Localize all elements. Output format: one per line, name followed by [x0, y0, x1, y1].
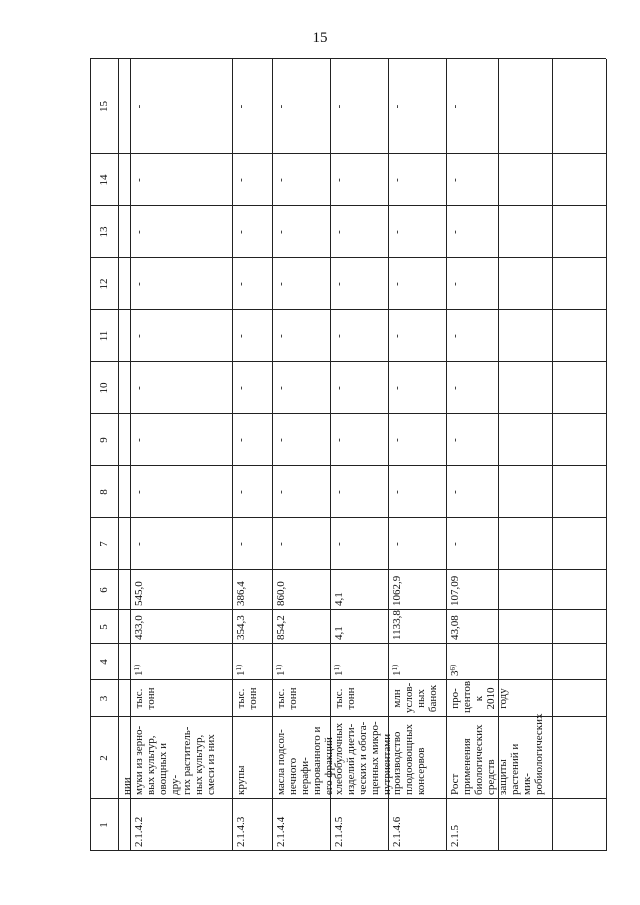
header-col-11: 11: [98, 330, 110, 342]
row-name: хлебобулочных изделий диети- ческих и обога- щенных микро- нутриентами: [333, 721, 393, 795]
row-col11: -: [333, 334, 345, 338]
grid-line-row-10: [606, 59, 607, 851]
row-col15: -: [449, 104, 461, 109]
row-col12: -: [449, 282, 461, 286]
header-col-9: 9: [98, 437, 110, 443]
header-col-3: 3: [98, 695, 110, 702]
row-col15: -: [275, 104, 287, 109]
row-col12: -: [333, 282, 345, 286]
row-col8: -: [449, 490, 461, 494]
row-col15: -: [235, 104, 247, 109]
header-col-7: 7: [98, 541, 110, 547]
row-unit: тыс. тонн: [133, 687, 157, 710]
col4-value: 1: [235, 670, 247, 676]
row-col11: -: [391, 334, 403, 338]
row-col5: 1133,8: [391, 610, 403, 640]
row-col12: -: [235, 282, 247, 286]
row-col10: -: [235, 386, 247, 390]
row-unit: тыс. тонн: [235, 687, 259, 710]
row-col11: -: [275, 334, 287, 338]
header-col-10: 10: [98, 382, 110, 394]
row-col13: -: [333, 230, 345, 234]
page-number: 15: [312, 30, 328, 46]
row-col4: [272, 644, 330, 680]
row-col8: -: [133, 490, 145, 494]
row-col7: -: [133, 542, 145, 546]
row-col4: [446, 644, 498, 680]
col4-footnote: 6): [449, 664, 457, 671]
row-col6: 860,0: [275, 581, 287, 606]
row-col14: -: [449, 178, 461, 182]
grid-line-row-9: [552, 59, 553, 851]
header-col-6: 6: [98, 587, 110, 593]
row-col9: -: [449, 438, 461, 442]
row-col10: -: [449, 386, 461, 390]
row-col4: [388, 644, 446, 680]
row-name: крупы: [235, 765, 247, 795]
col4-value: 3: [449, 670, 461, 676]
row-unit: тыс. тонн: [333, 687, 357, 710]
row-name: муки из зерно- вых культур, овощных и дру- гих раститель- ных культур, смеси из них: [133, 725, 217, 795]
row-col11: -: [235, 334, 247, 338]
row-col10: -: [133, 386, 145, 390]
row-col9: -: [333, 438, 345, 442]
row-col12: -: [275, 282, 287, 286]
header-col-14: 14: [98, 174, 110, 186]
row-col4: [130, 644, 232, 680]
row-col5: 354,3: [235, 615, 247, 640]
row-code: 2.1.5: [449, 825, 461, 847]
table-grid: [90, 59, 606, 851]
table-landscape: [90, 59, 606, 851]
row-col9: -: [133, 438, 145, 442]
row-col14: -: [133, 178, 145, 182]
row-col6: 107,09: [449, 575, 461, 606]
row-name: Рост применения биологических средств защиты растений и мик- робиологических: [449, 713, 545, 795]
grid-line-row-8: [498, 59, 499, 851]
rotated-table: [90, 59, 606, 851]
row-code: 2.1.4.6: [391, 816, 403, 847]
header-col-4: 4: [98, 659, 110, 665]
row-unit: млн услов- ных банок: [391, 682, 439, 713]
carry-row-text: нии: [121, 777, 133, 795]
row-col13: -: [275, 230, 287, 234]
row-col9: -: [391, 438, 403, 442]
col4-footnote: 1): [333, 664, 341, 671]
row-col4: [232, 644, 272, 680]
header-col-2: 2: [98, 755, 110, 761]
row-col8: -: [391, 490, 403, 494]
row-code: 2.1.4.5: [333, 816, 345, 847]
header-col-12: 12: [98, 278, 110, 290]
row-name: масла подсол- нечного нерафи- нированного и его фракций: [275, 726, 335, 795]
col4-value: 1: [391, 670, 403, 676]
col4-value: 1: [275, 670, 287, 676]
row-code: 2.1.4.3: [235, 816, 247, 847]
row-col8: -: [235, 490, 247, 494]
row-col10: -: [275, 386, 287, 390]
row-col8: -: [333, 490, 345, 494]
row-col14: -: [333, 178, 345, 182]
row-col9: -: [275, 438, 287, 442]
row-col6: 4,1: [333, 592, 345, 606]
col4-value: 1: [333, 670, 345, 676]
row-col13: -: [449, 230, 461, 234]
row-col9: -: [235, 438, 247, 442]
header-col-1: 1: [98, 822, 110, 828]
row-col12: -: [133, 282, 145, 286]
row-col6: 545,0: [133, 581, 145, 606]
row-code: 2.1.4.2: [133, 816, 145, 847]
row-col8: -: [275, 490, 287, 494]
row-name: производство плодоовощных консервов: [391, 723, 427, 795]
header-col-13: 13: [98, 226, 110, 238]
row-col13: -: [133, 230, 145, 234]
row-col6: 386,4: [235, 581, 247, 606]
row-col5: 433,0: [133, 615, 145, 640]
col4-footnote: 1): [235, 664, 243, 671]
row-col11: -: [449, 334, 461, 338]
row-col13: -: [391, 230, 403, 234]
header-col-8: 8: [98, 489, 110, 495]
row-col15: -: [391, 104, 403, 109]
row-col6: 1062,9: [391, 575, 403, 606]
row-col5: 854,2: [275, 615, 287, 640]
row-col15: -: [133, 104, 145, 109]
row-col4: [330, 644, 388, 680]
row-col12: -: [391, 282, 403, 286]
row-col14: -: [275, 178, 287, 182]
row-col11: -: [133, 334, 145, 338]
row-col14: -: [391, 178, 403, 182]
col4-footnote: 1): [391, 664, 399, 671]
row-col5: 4,1: [333, 626, 345, 640]
header-col-15: 15: [98, 101, 110, 112]
row-col10: -: [333, 386, 345, 390]
row-col7: -: [391, 542, 403, 546]
row-col7: -: [235, 542, 247, 546]
row-col7: -: [333, 542, 345, 546]
row-unit: тыс. тонн: [275, 687, 299, 710]
row-col10: -: [391, 386, 403, 390]
row-col7: -: [449, 542, 461, 546]
row-col13: -: [235, 230, 247, 234]
row-unit: про- центов к 2010 году: [449, 680, 509, 713]
row-col15: -: [333, 104, 345, 109]
col4-footnote: 1): [133, 664, 141, 671]
row-col14: -: [235, 178, 247, 182]
header-col-5: 5: [98, 624, 110, 630]
row-code: 2.1.4.4: [275, 816, 287, 847]
col4-footnote: 1): [275, 664, 283, 671]
col4-value: 1: [133, 670, 145, 676]
row-col7: -: [275, 542, 287, 546]
row-col5: 43,08: [449, 615, 461, 640]
